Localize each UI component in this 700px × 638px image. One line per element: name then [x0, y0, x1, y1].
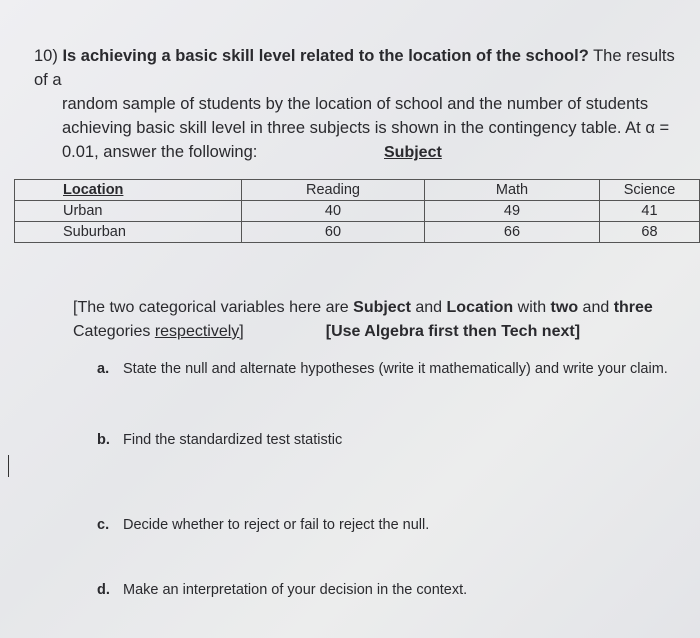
note-respectively: respectively] [154, 323, 244, 340]
part-d-label: d. [97, 582, 110, 598]
table-header-row [15, 180, 700, 201]
question-line1-rest: The results of a [34, 47, 675, 89]
note-and: and [578, 299, 614, 316]
part-d-text: Make an interpretation of your decision in the context. [123, 582, 468, 598]
column-header-location: Location [15, 180, 242, 201]
note-and: and [410, 299, 447, 316]
pen-mark [8, 455, 9, 477]
column-header-science: Science [600, 180, 700, 201]
column-header-reading: Reading [242, 180, 425, 201]
note-var-subject: Subject [353, 299, 411, 316]
cell-reading: 60 [242, 222, 425, 243]
question-bold-text: Is achieving a basic skill level related to the location of the school? [62, 47, 589, 65]
part-c-label: c. [97, 517, 110, 533]
column-header-math: Math [425, 180, 600, 201]
part-b-label: b. [97, 432, 110, 448]
part-d [97, 579, 597, 601]
note-var-location: Location [446, 299, 514, 316]
cell-science: 68 [600, 222, 700, 243]
note-count-two: two [550, 299, 579, 316]
subject-header: Subject [384, 144, 442, 161]
part-b [97, 429, 597, 451]
part-a [97, 358, 682, 380]
part-c-text: Decide whether to reject or fail to reject the null. [123, 517, 430, 533]
variables-note [73, 296, 688, 344]
note-categories: Categories [73, 323, 155, 340]
cell-science: 41 [600, 201, 700, 222]
contingency-table [14, 179, 700, 243]
part-a-label: a. [97, 361, 110, 377]
note-open: [The two categorical variables here are [73, 299, 354, 316]
note-count-three: three [613, 299, 653, 316]
cell-location: Suburban [15, 222, 242, 243]
part-a-text: State the null and alternate hypotheses (write it mathematically) and write your claim. [123, 361, 668, 377]
question-line4: 0.01, answer the following: [62, 143, 258, 161]
cell-math: 66 [425, 222, 600, 243]
table-row [15, 201, 700, 222]
cell-location: Urban [15, 201, 242, 222]
part-c [97, 514, 597, 536]
question-line3: achieving basic skill level in three subjects is shown in the contingency table. At α = [62, 119, 670, 137]
table-row [15, 222, 700, 243]
cell-reading: 40 [242, 201, 425, 222]
question-number: 10) [34, 47, 58, 65]
part-b-text: Find the standardized test statistic [123, 432, 343, 448]
question-line2: random sample of students by the location of school and the number of students [62, 95, 649, 113]
note-hint: [Use Algebra first then Tech next] [325, 323, 581, 340]
note-with: with [513, 299, 551, 316]
question-text [34, 44, 684, 164]
cell-math: 49 [425, 201, 600, 222]
